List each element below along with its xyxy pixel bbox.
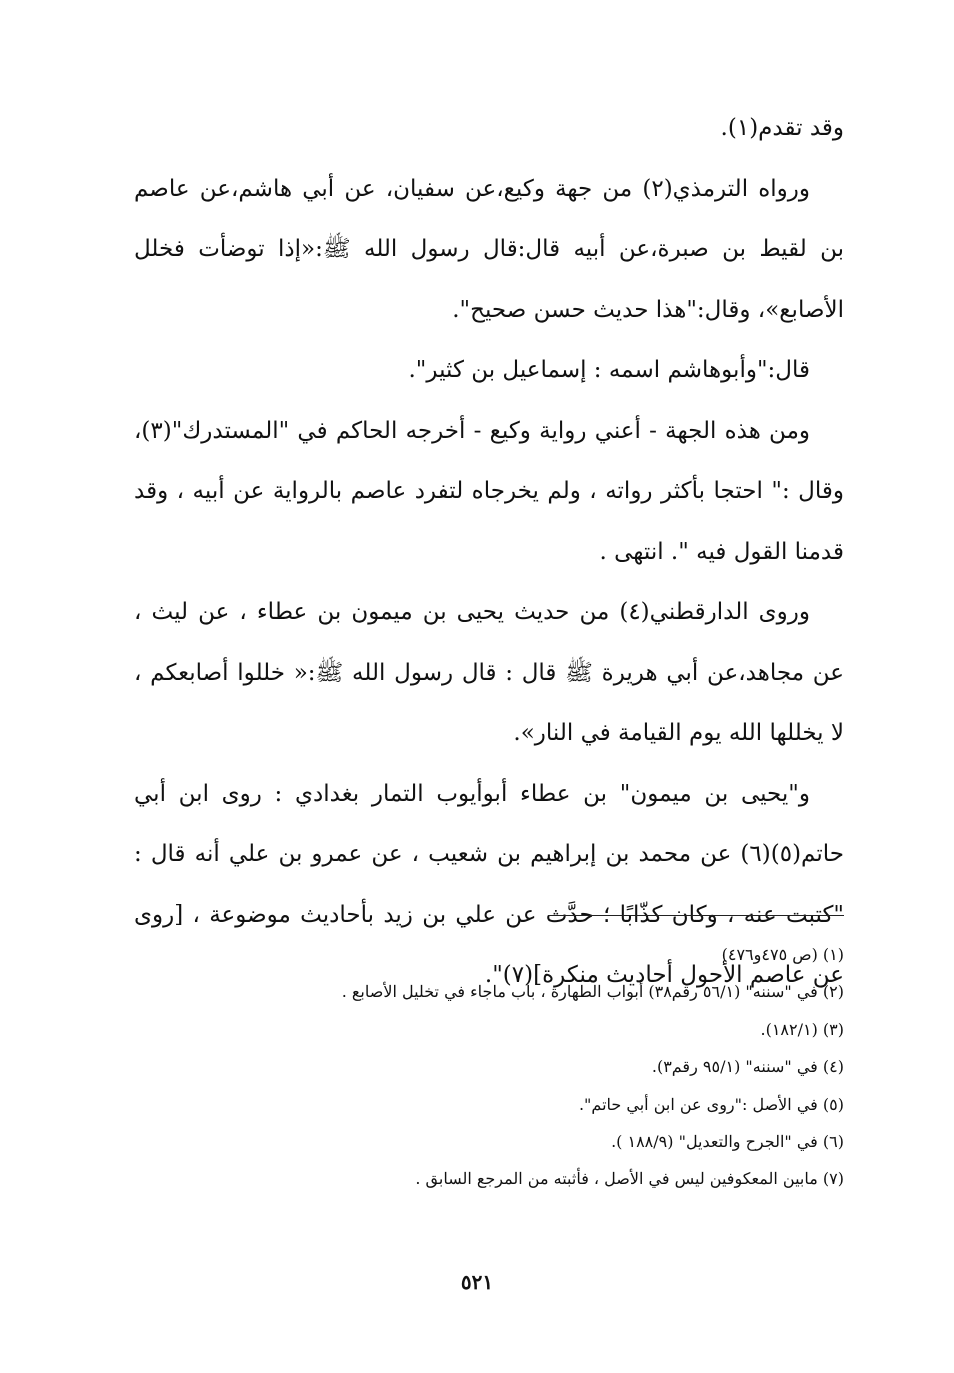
footnote-7: (٧) مابين المعكوفين ليس في الأصل ، فأثبته من المرجع السابق . bbox=[415, 1169, 844, 1189]
footnote-3: (٣) (١٨٢/١). bbox=[760, 1019, 844, 1039]
main-text bbox=[134, 98, 844, 1006]
paragraph-4: ومن هذه الجهة - أعني رواية وكيع - أخرجه الحاكم في "المستدرك"(٣)، وقال :" احتجا بأكثر رواته ، ولم يخرجاه لتفرد عاصم بالرواية عن أبيه ، وقد قدمنا القول فيه ". انتهى . bbox=[134, 417, 844, 565]
paragraph-1: وقد تقدم(١). bbox=[720, 115, 844, 141]
paragraph-5: وروى الدارقطني(٤) من حديث يحيى بن ميمون بن عطاء ، عن ليث ، عن مجاهد،عن أبي هريرة ﷺ قال : قال رسول الله ﷺ:« خللوا أصابعكم ، لا يخللها الله يوم القيامة في النار». bbox=[134, 599, 844, 746]
footnote-2: (٢) في "سننه" (٥٦/١ رقم٣٨) أبواب الطهارة ، باب ماجاء في تخليل الأصابع . bbox=[341, 982, 844, 1002]
paragraph-6: و"يحيى بن ميمون" بن عطاء أبوأيوب التمار بغدادي : روى ابن أبي حاتم(٥)(٦) عن محمد بن إبراهيم بن شعيب ، عن عمرو بن علي أنه قال : "كتبت عنه ، وكان كذّابًا ؛ حدَّث عن علي بن زيد بأحاديث موضوعة ، [روى عن عاصم الأحول أحاديث منكرة](٧)". bbox=[134, 780, 844, 988]
footnote-6: (٦) في "الجرح والتعديل" (١٨٨/٩ ). bbox=[611, 1132, 844, 1152]
footnote-separator bbox=[548, 915, 844, 916]
footnote-1: (١) (ص ٤٧٥و٤٧٦) bbox=[721, 945, 844, 964]
paragraph-3: قال:"وأبوهاشم اسمه : إسماعيل بن كثير". bbox=[408, 357, 810, 383]
paragraph-2: ورواه الترمذي(٢) من جهة وكيع،عن سفيان، عن أبي هاشم،عن عاصم بن لقيط بن صبرة،عن أبيه قال:قال رسول الله ﷺ:«إذا توضأت فخلل الأصابع»، وقال:"هذا حديث حسن صحيح". bbox=[134, 175, 844, 323]
footnote-5: (٥) في الأصل :"روى عن ابن أبي حاتم". bbox=[578, 1094, 844, 1114]
page-number: ٥٢١ bbox=[460, 1270, 494, 1294]
footnote-4: (٤) في "سننه" (٩٥/١ رقم٣). bbox=[651, 1057, 844, 1077]
footnotes-list bbox=[132, 936, 844, 1198]
